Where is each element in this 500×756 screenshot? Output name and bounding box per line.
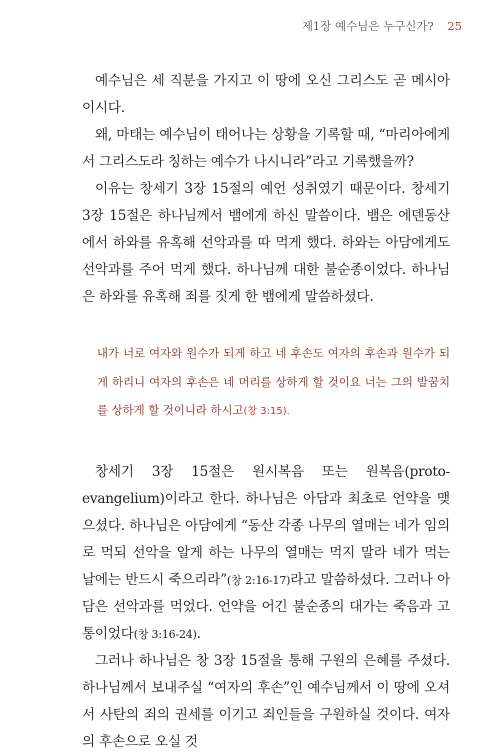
quote-text: 내가 너로 여자와 원수가 되게 하고 네 후손도 여자의 후손과 원수가 되게 하리니 여자의 후손은 네 머리를 상하게 할 것이요 너는 그의 발꿈치를 상하게 할 것이니라 하시고 [97,346,450,417]
running-header [302,18,462,34]
page-body [82,68,450,756]
paragraph: 왜, 마태는 예수님이 태어나는 상황을 기록할 때, “마리아에게서 그리스도라 칭하는 예수가 나시니라”라고 기록했을까? [82,127,450,170]
paragraph: 예수님은 세 직분을 가지고 이 땅에 오신 그리스도 곧 메시아이시다. [82,73,450,116]
chapter-title: 제1장 예수님은 누구신가? [301,19,434,33]
paragraph-text: 창세기 3장 15절은 원시복음 또는 원복음(proto-evangelium)이라고 한다. 하나님은 아담과 최초로 언약을 맺으셨다. 하나님은 아담에게 “동산 각종 나무의 열매는 네가 임의로 먹되 선악을 알게 하는 나무의 열매는 먹지 말라 네가 먹는 날에는 반드시 죽으리라” [82,463,450,588]
citation: (창 3:16-24) [133,627,197,641]
paragraph: 그러나 하나님은 창 3장 15절을 통해 구원의 은혜를 주셨다. 하나님께서 보내주실 “여자의 후손”인 예수님께서 이 땅에 오셔서 사탄의 죄의 권세를 이기고 죄인들을 구원하실 것이다. 여자의 후손으로 오실 것 [82,652,450,750]
page-number: 25 [447,19,462,33]
citation: (창 2:16-17) [226,573,291,587]
quote-reference: (창 3:15). [243,406,290,417]
scripture-quote [82,339,450,427]
paragraph [82,459,450,648]
paragraph-text: 라고 말씀하셨다. 그러나 아담은 선악과를 먹었다. 언약을 어긴 불순종의 대가는 죽음과 고통이었다 [82,571,450,642]
paragraph-text: . [196,625,201,642]
paragraph: 이유는 창세기 3장 15절의 예언 성취였기 때문이다. 창세기 3장 15절은 하나님께서 뱀에게 하신 말씀이다. 뱀은 에덴동산에서 하와를 유혹해 선악과를 따 먹게 했다. 하와는 아담에게도 선악과를 주어 먹게 했다. 하나님께 대한 불순종이었다. 하나님은 하와를 유혹해 죄를 짓게 한 뱀에게 말씀하셨다. [82,181,450,305]
